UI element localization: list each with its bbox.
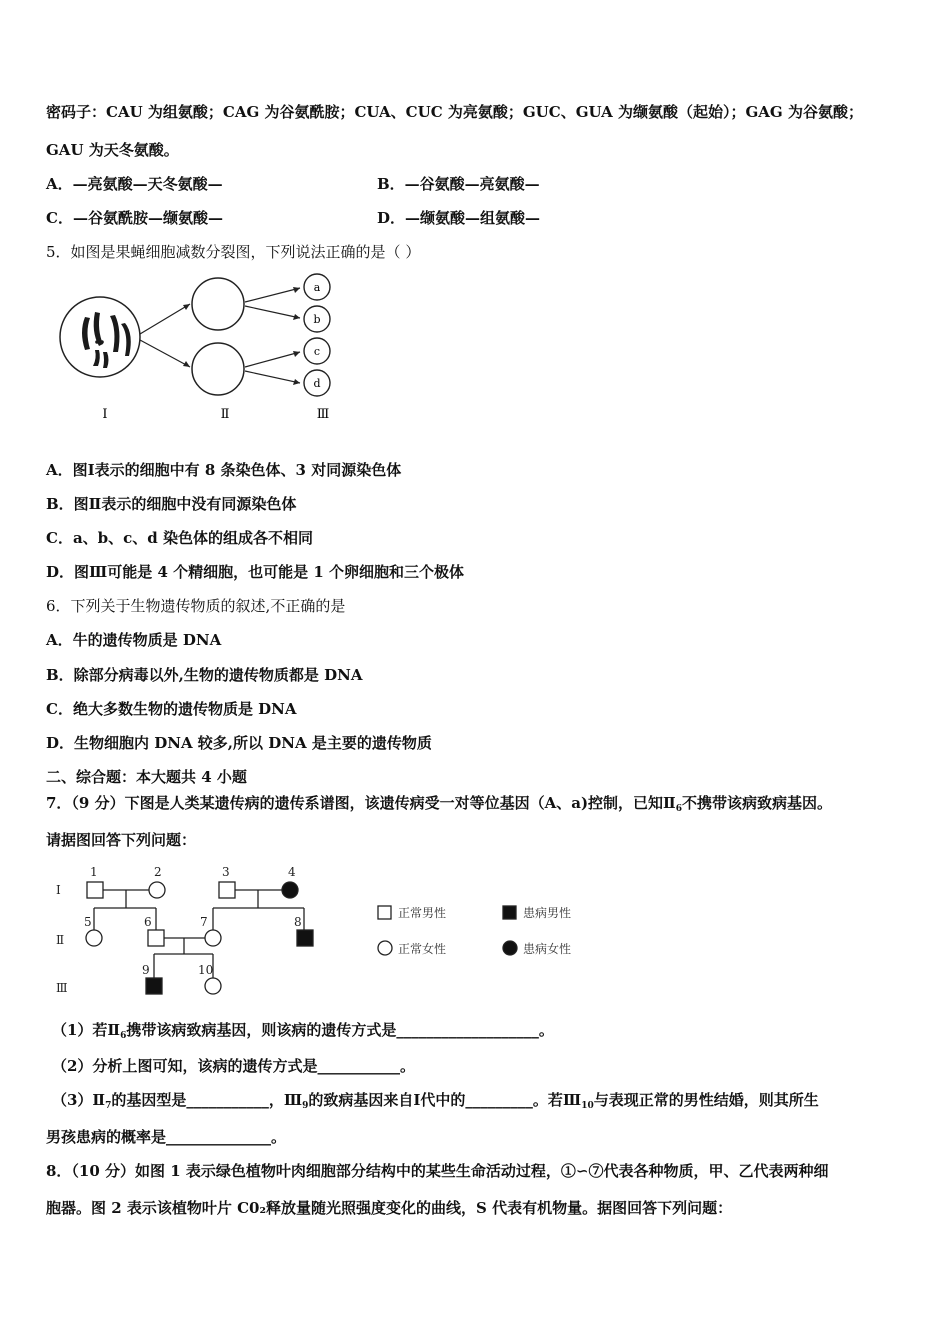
legend-normal-female: 正常女性	[398, 942, 447, 956]
cell-ii-bottom	[192, 343, 244, 395]
q6-option-c: C．绝大多数生物的遗传物质是 DNA	[46, 700, 297, 718]
cell-label-b: b	[313, 313, 321, 326]
q7-stem-line2: 请据图回答下列问题：	[46, 831, 197, 849]
q5-option-b: B．图Ⅱ表示的细胞中没有同源染色体	[46, 495, 297, 513]
gen-label-iii: Ⅲ	[56, 981, 68, 995]
id-4: 4	[288, 865, 296, 879]
id-9: 9	[142, 963, 150, 977]
q4-option-a: A．—亮氨酸—天冬氨酸—	[46, 175, 223, 193]
gen-label-i: Ⅰ	[56, 883, 61, 897]
stage-label-ii: Ⅱ	[220, 407, 230, 422]
q4-option-b: B．—谷氨酸—亮氨酸—	[377, 175, 540, 193]
q6-option-a: A．牛的遗传物质是 DNA	[46, 631, 222, 649]
q7-part3: $(3)Ⅱ_7$的基因型是___________，$Ⅲ_9$的致病基因来自Ⅰ代中的_________。若$Ⅲ_{10}$与表现正常的男性结婚，则其所生	[52, 1091, 819, 1111]
id-7: 7	[200, 915, 208, 929]
id-1: 1	[90, 865, 98, 879]
codon-table-line1: 密码子：CAU 为组氨酸；CAG 为谷氨酰胺；CUA、CUC 为亮氨酸；GUC、GUA 为缬氨酸（起始）；GAG 为谷氨酸；	[46, 103, 863, 121]
legend-normal-male: 正常男性	[398, 906, 447, 920]
meiosis-figure	[55, 272, 355, 432]
id-5: 5	[84, 915, 92, 929]
cell-label-a: a	[313, 281, 321, 294]
stage-label-i: Ⅰ	[102, 407, 108, 422]
id-3: 3	[222, 865, 230, 879]
q6-stem: 6．下列关于生物遗传物质的叙述,不正确的是	[46, 597, 346, 615]
q6-option-b: B．除部分病毒以外,生物的遗传物质都是 DNA	[46, 666, 363, 684]
q7-part1: （1）若$Ⅱ_6$携带该病致病基因，则该病的遗传方式是___________________。	[52, 1021, 554, 1041]
q7-part2: （2）分析上图可知，该病的遗传方式是___________。	[52, 1057, 415, 1075]
q8-stem-line1: 8．（10 分）如图 1 表示绿色植物叶肉细胞部分结构中的某些生命活动过程，①∽⑦代表各种物质，甲、乙代表两种细	[46, 1162, 829, 1180]
q6-option-d: D．生物细胞内 DNA 较多,所以 DNA 是主要的遗传物质	[46, 734, 432, 752]
id-10: 10	[198, 963, 214, 977]
id-6: 6	[144, 915, 152, 929]
cell-ii-top	[192, 278, 244, 330]
q5-option-d: D．图Ⅲ可能是 4 个精细胞，也可能是 1 个卵细胞和三个极体	[46, 563, 465, 581]
codon-table-line2: GAU 为天冬氨酸。	[46, 141, 179, 159]
q4-option-d: D．—缬氨酸—组氨酸—	[377, 209, 541, 227]
id-8: 8	[294, 915, 302, 929]
q7-part3-line2: 男孩患病的概率是______________。	[46, 1128, 287, 1146]
stage-label-iii: Ⅲ	[316, 407, 330, 422]
cell-label-d: d	[313, 377, 321, 390]
chromosomes	[82, 312, 131, 368]
q5-option-c: C．a、b、c、d 染色体的组成各不相同	[46, 529, 313, 547]
q4-option-c: C．—谷氨酰胺—缬氨酸—	[46, 209, 223, 227]
gen-label-ii: Ⅱ	[56, 933, 65, 947]
legend-affected-male: 患病男性	[523, 906, 572, 920]
q8-stem-line2: 胞器。图 2 表示该植物叶片 C0₂释放量随光照强度变化的曲线，S 代表有机物量。据图回答下列问题：	[46, 1199, 733, 1217]
legend-affected-female: 患病女性	[523, 942, 572, 956]
q5-option-a: A．图Ⅰ表示的细胞中有 8 条染色体、3 对同源染色体	[46, 461, 402, 479]
section-heading: 二、综合题：本大题共 4 小题	[46, 768, 247, 786]
pedigree-chart	[48, 862, 608, 1002]
cell-label-c: c	[313, 345, 321, 358]
q7-stem: 7．（9 分）下图是人类某遗传病的遗传系谱图，该遗传病受一对等位基因（A、a)控制，已知$Ⅱ_6$不携带该病致病基因。	[46, 794, 832, 814]
q5-stem: 5．如图是果蝇细胞减数分裂图，下列说法正确的是（ ）	[46, 243, 421, 261]
id-2: 2	[154, 865, 162, 879]
